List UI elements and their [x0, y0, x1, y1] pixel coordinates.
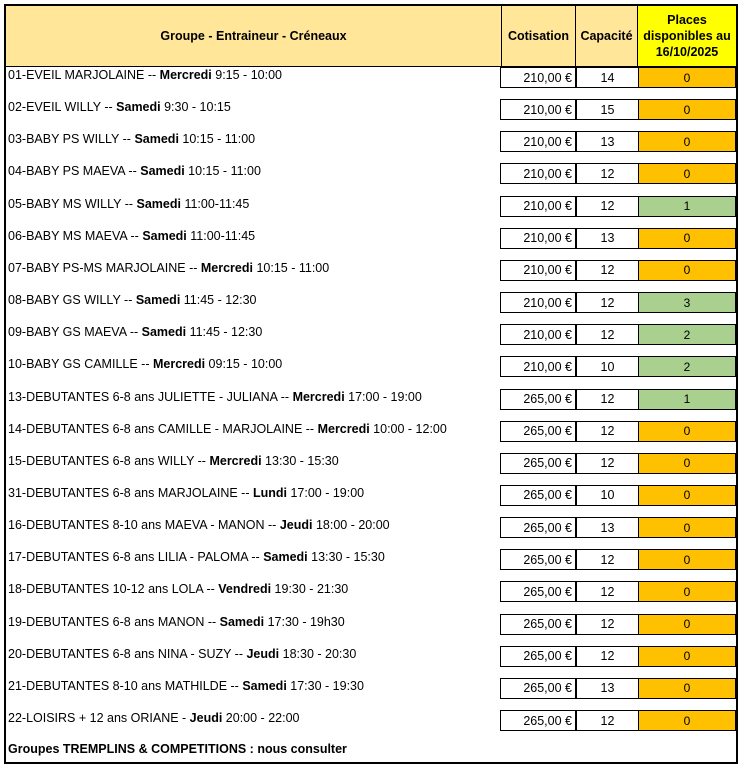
time-slot: 20:00 - 22:00: [222, 711, 300, 725]
table-row: [6, 389, 736, 421]
header-groupe: Groupe - Entraineur - Créneaux: [6, 6, 502, 66]
group-name: 22-LOISIRS + 12 ans ORIANE -: [8, 711, 190, 725]
group-name: 08-BABY GS WILLY --: [8, 293, 136, 308]
capacite-cell: 13: [576, 517, 639, 538]
places-cell: 0: [638, 646, 736, 667]
places-cell: 0: [638, 678, 736, 699]
places-cell: 0: [638, 99, 736, 120]
header-places: [638, 6, 736, 66]
time-slot: 09:15 - 10:00: [205, 357, 283, 372]
group-name: 01-EVEIL MARJOLAINE --: [8, 68, 160, 82]
day: Mercredi: [209, 453, 262, 468]
day: Samedi: [242, 678, 287, 693]
cotisation-cell: 210,00 €: [500, 228, 576, 249]
group-name: 17-DEBUTANTES 6-8 ans LILIA - PALOMA --: [8, 550, 264, 565]
header-cotisation: Cotisation: [502, 6, 576, 66]
places-cell: 3: [638, 292, 736, 313]
day: Samedi: [142, 228, 187, 243]
cotisation-cell: 265,00 €: [500, 614, 576, 635]
table-row: [6, 356, 736, 388]
group-name: 13-DEBUTANTES 6-8 ans JULIETTE - JULIANA --: [8, 389, 293, 404]
time-slot: 17:30 - 19:30: [286, 678, 364, 693]
table-row: [6, 646, 736, 678]
cotisation-cell: 265,00 €: [500, 710, 576, 731]
capacite-cell: 12: [576, 710, 639, 731]
day: Samedi: [135, 293, 181, 308]
capacite-cell: 13: [576, 131, 639, 152]
cotisation-cell: 210,00 €: [500, 260, 576, 281]
places-cell: 0: [638, 421, 736, 442]
day: Mercredi: [152, 357, 206, 372]
time-slot: 18:00 - 20:00: [312, 518, 390, 533]
capacite-cell: 10: [576, 356, 639, 377]
capacite-cell: 13: [576, 228, 639, 249]
row-label: [8, 325, 262, 339]
cotisation-cell: 210,00 €: [500, 131, 576, 152]
day: Jeudi: [279, 518, 313, 533]
table-row: [6, 99, 736, 131]
row-label: [8, 164, 261, 178]
cotisation-cell: 265,00 €: [500, 389, 576, 410]
row-label: [8, 390, 422, 404]
cotisation-cell: 210,00 €: [500, 163, 576, 184]
day: Mercredi: [317, 421, 370, 436]
day: Mercredi: [292, 389, 345, 404]
places-cell: 0: [638, 228, 736, 249]
group-name: 18-DEBUTANTES 10-12 ans LOLA --: [8, 582, 219, 597]
capacite-cell: 12: [576, 646, 639, 667]
time-slot: 18:30 - 20:30: [279, 646, 357, 661]
row-label: [8, 261, 329, 275]
group-name: 04-BABY PS MAEVA --: [8, 164, 141, 179]
places-cell: 0: [638, 453, 736, 474]
capacite-cell: 12: [576, 260, 639, 281]
capacite-cell: 15: [576, 99, 639, 120]
header-places-line1: Places: [667, 13, 707, 27]
table-row: [6, 710, 736, 742]
day: Vendredi: [218, 582, 272, 597]
capacite-cell: 12: [576, 549, 639, 570]
time-slot: 10:15 - 11:00: [252, 260, 330, 275]
row-label: [8, 197, 249, 211]
group-name: 09-BABY GS MAEVA --: [8, 325, 142, 340]
time-slot: 19:30 - 21:30: [271, 582, 349, 597]
cotisation-cell: 210,00 €: [500, 67, 576, 88]
table-row: [6, 196, 736, 228]
cotisation-cell: 210,00 €: [500, 196, 576, 217]
row-label: [8, 679, 364, 693]
cotisation-cell: 265,00 €: [500, 485, 576, 506]
capacite-cell: 13: [576, 678, 639, 699]
table-row: [6, 228, 736, 260]
cotisation-cell: 210,00 €: [500, 292, 576, 313]
places-cell: 2: [638, 356, 736, 377]
capacite-cell: 12: [576, 421, 639, 442]
row-label: [8, 68, 282, 82]
row-label: [8, 711, 299, 725]
table-row: [6, 453, 736, 485]
day: Lundi: [252, 485, 287, 500]
places-cell: 1: [638, 196, 736, 217]
time-slot: 9:30 - 10:15: [160, 100, 231, 115]
row-label: [8, 647, 356, 661]
places-cell: 0: [638, 710, 736, 731]
group-name: 16-DEBUTANTES 8-10 ans MAEVA - MANON --: [8, 518, 280, 533]
row-label: [8, 518, 390, 532]
time-slot: 10:00 - 12:00: [369, 421, 447, 436]
places-cell: 0: [638, 485, 736, 506]
day: Samedi: [141, 325, 187, 340]
group-name: 15-DEBUTANTES 6-8 ans WILLY --: [8, 453, 210, 468]
capacite-cell: 12: [576, 614, 639, 635]
day: Samedi: [140, 164, 185, 179]
row-label: [8, 357, 282, 371]
group-name: 20-DEBUTANTES 6-8 ans NINA - SUZY --: [8, 646, 247, 661]
cotisation-cell: 265,00 €: [500, 581, 576, 602]
row-label: [8, 615, 345, 629]
day: Samedi: [134, 132, 179, 147]
time-slot: 10:15 - 11:00: [178, 132, 256, 147]
table-row: [6, 581, 736, 613]
cotisation-cell: 265,00 €: [500, 678, 576, 699]
day: Mercredi: [200, 260, 253, 275]
group-name: 14-DEBUTANTES 6-8 ans CAMILLE - MARJOLAINE --: [8, 421, 318, 436]
day: Samedi: [219, 614, 265, 629]
places-cell: 0: [638, 260, 736, 281]
cotisation-cell: 210,00 €: [500, 99, 576, 120]
table-row: [6, 549, 736, 581]
cotisation-cell: 265,00 €: [500, 517, 576, 538]
row-label: [8, 100, 231, 114]
row-label: [8, 454, 339, 468]
header-capacite: Capacité: [576, 6, 638, 66]
group-name: 07-BABY PS-MS MARJOLAINE --: [8, 260, 201, 275]
group-name: 02-EVEIL WILLY --: [8, 100, 117, 115]
places-cell: 0: [638, 517, 736, 538]
capacite-cell: 12: [576, 324, 639, 345]
group-name: 06-BABY MS MAEVA --: [8, 228, 143, 243]
group-name: 31-DEBUTANTES 6-8 ans MARJOLAINE --: [8, 485, 253, 500]
time-slot: 11:00-11:45: [180, 196, 250, 211]
capacite-cell: 12: [576, 163, 639, 184]
places-cell: 0: [638, 67, 736, 88]
group-name: 03-BABY PS WILLY --: [8, 132, 135, 147]
time-slot: 17:00 - 19:00: [344, 389, 422, 404]
table-row: [6, 678, 736, 710]
row-label: [8, 293, 257, 307]
group-name: 05-BABY MS WILLY --: [8, 196, 137, 211]
schedule-table: [4, 4, 738, 764]
table-row: [6, 292, 736, 324]
row-label: [8, 550, 385, 564]
header-places-line2: disponibles au: [643, 29, 731, 43]
cotisation-cell: 210,00 €: [500, 324, 576, 345]
time-slot: 11:00-11:45: [186, 228, 256, 243]
capacite-cell: 12: [576, 453, 639, 474]
cotisation-cell: 265,00 €: [500, 421, 576, 442]
time-slot: 9:15 - 10:00: [211, 68, 282, 82]
time-slot: 13:30 - 15:30: [261, 453, 339, 468]
day: Mercredi: [159, 68, 212, 82]
table-row: [6, 324, 736, 356]
places-cell: 1: [638, 389, 736, 410]
time-slot: 10:15 - 11:00: [184, 164, 261, 179]
table-row: [6, 485, 736, 517]
table-row: [6, 614, 736, 646]
capacite-cell: 14: [576, 67, 639, 88]
day: Samedi: [116, 100, 161, 115]
capacite-cell: 12: [576, 389, 639, 410]
table-row: [6, 67, 736, 99]
header-places-line3: 16/10/2025: [655, 45, 719, 59]
capacite-cell: 12: [576, 196, 639, 217]
row-label: [8, 422, 447, 436]
places-cell: 0: [638, 131, 736, 152]
group-name: 21-DEBUTANTES 8-10 ans MATHILDE --: [8, 678, 243, 693]
capacite-cell: 12: [576, 292, 639, 313]
row-label: [8, 132, 255, 146]
cotisation-cell: 265,00 €: [500, 646, 576, 667]
day: Jeudi: [189, 711, 223, 725]
row-label: [8, 582, 348, 596]
time-slot: 11:45 - 12:30: [180, 293, 257, 308]
places-cell: 0: [638, 163, 736, 184]
places-cell: 0: [638, 614, 736, 635]
places-cell: 0: [638, 581, 736, 602]
table-row: [6, 517, 736, 549]
row-label: [8, 229, 255, 243]
time-slot: 11:45 - 12:30: [186, 325, 263, 340]
cotisation-cell: 265,00 €: [500, 549, 576, 570]
places-cell: 0: [638, 549, 736, 570]
row-label: [8, 486, 364, 500]
time-slot: 17:30 - 19h30: [264, 614, 345, 629]
day: Samedi: [136, 196, 181, 211]
footer-note: Groupes TREMPLINS & COMPETITIONS : nous consulter: [8, 742, 347, 756]
time-slot: 13:30 - 15:30: [307, 550, 385, 565]
table-row: [6, 421, 736, 453]
day: Samedi: [263, 550, 308, 565]
group-name: 19-DEBUTANTES 6-8 ans MANON --: [8, 614, 220, 629]
capacite-cell: 10: [576, 485, 639, 506]
table-row: [6, 260, 736, 292]
places-cell: 2: [638, 324, 736, 345]
table-row: [6, 131, 736, 163]
capacite-cell: 12: [576, 581, 639, 602]
day: Jeudi: [246, 646, 280, 661]
cotisation-cell: 210,00 €: [500, 356, 576, 377]
time-slot: 17:00 - 19:00: [286, 485, 365, 500]
group-name: 10-BABY GS CAMILLE --: [8, 357, 153, 372]
cotisation-cell: 265,00 €: [500, 453, 576, 474]
table-row: [6, 163, 736, 195]
